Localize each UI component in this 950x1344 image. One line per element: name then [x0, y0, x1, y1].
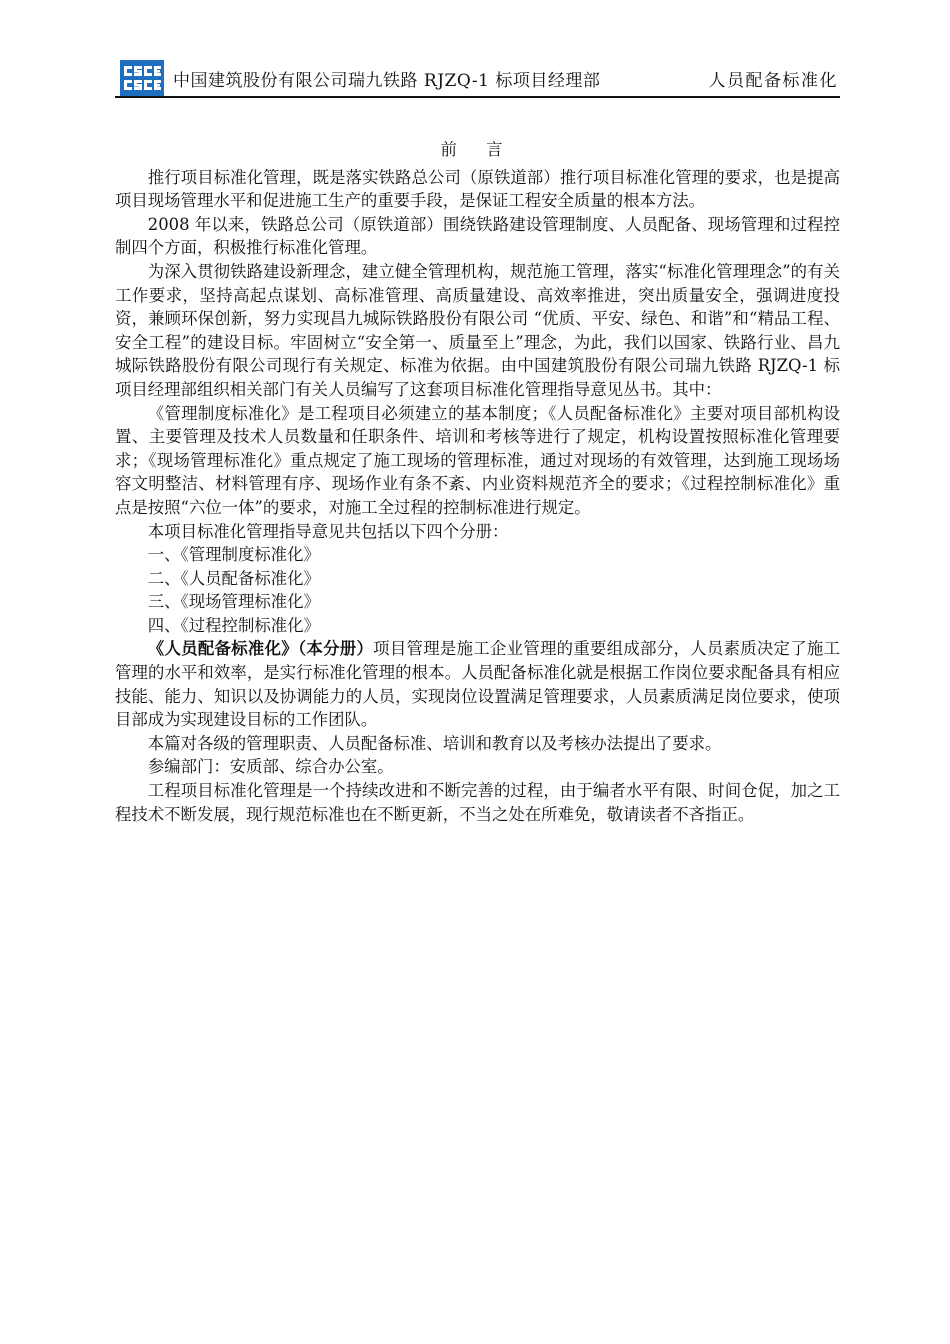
document-body: [115, 138, 840, 826]
paragraph-7: 本篇对各级的管理职责、人员配备标准、培训和教育以及考核办法提出了要求。: [147, 733, 722, 753]
list-item: 一、《管理制度标准化》: [147, 545, 320, 565]
header-section-name: 人员配备标准化: [708, 71, 838, 91]
list-item: 二、《人员配备标准化》: [147, 568, 320, 588]
cscec-logo-icon: [120, 60, 164, 96]
paragraph-6-text: 项目管理是施工企业管理的重要组成部分，人员素质决定了施工管理的水平和效率，是实行标准化管理的根本。人员配备标准化就是根据工作岗位要求配备具有相应技能、能力、知识以及协调能力的人员，实现岗位设置满足管理要求，人员素质满足岗位要求，使项目部成为实现建设目标的工作团队。: [115, 639, 840, 730]
header-org-name: 中国建筑股份有限公司瑞九铁路 RJZQ-1 标项目经理部: [173, 71, 601, 91]
list-item: 三、《现场管理标准化》: [147, 592, 320, 612]
paragraph-1: 推行项目标准化管理，既是落实铁路总公司（原铁道部）推行项目标准化管理的要求，也是提高项目现场管理水平和促进施工生产的重要手段，是保证工程安全质量的根本方法。: [115, 167, 840, 211]
paragraph-2: 2008 年以来，铁路总公司（原铁道部）围绕铁路建设管理制度、人员配备、现场管理和过程控制四个方面，积极推行标准化管理。: [115, 214, 840, 258]
list-item: 四、《过程控制标准化》: [147, 615, 320, 635]
paragraph-6: [115, 637, 840, 731]
header-divider: [115, 96, 840, 98]
paragraph-8: 参编部门：安质部、综合办公室。: [147, 757, 394, 777]
page-title: 前 言: [440, 140, 515, 159]
paragraph-4: 《管理制度标准化》是工程项目必须建立的基本制度；《人员配备标准化》主要对项目部机构设置、主要管理及技术人员数量和任职条件、培训和考核等进行了规定，机构设置按照标准化管理要求；《现场管理标准化》重点规定了施工现场的管理标准，通过对现场的有效管理，达到施工现场场容文明整洁、材料管理有序、现场作业有条不紊、内业资料规范齐全的要求；《过程控制标准化》重点是按照“六位一体”的要求，对施工全过程的控制标准进行规定。: [115, 403, 840, 517]
paragraph-3: 为深入贯彻铁路建设新理念，建立健全管理机构，规范施工管理，落实“标准化管理理念”的有关工作要求，坚持高起点谋划、高标准管理、高质量建设、高效率推进，突出质量安全，强调进度投资，兼顾环保创新，努力实现昌九城际铁路股份有限公司 “优质、平安、绿色、和谐”和“精品工程、安全工程”的建设目标。牢固树立“安全第一、质量至上”理念，为此，我们以国家、铁路行业、昌九城际铁路股份有限公司现行有关规定、标准为依据。由中国建筑股份有限公司瑞九铁路 RJZQ-1 标项目经理部组织相关部门有关人员编写了这套项目标准化管理指导意见丛书。其中：: [115, 261, 840, 399]
page-header: [115, 58, 840, 98]
volume-title: 《人员配备标准化》（本分册）: [147, 639, 374, 659]
paragraph-5: 本项目标准化管理指导意见共包括以下四个分册：: [147, 521, 509, 541]
paragraph-9: 工程项目标准化管理是一个持续改进和不断完善的过程，由于编者水平有限、时间仓促，加之工程技术不断发展，现行规范标准也在不断更新，不当之处在所难免，敬请读者不吝指正。: [115, 781, 840, 824]
